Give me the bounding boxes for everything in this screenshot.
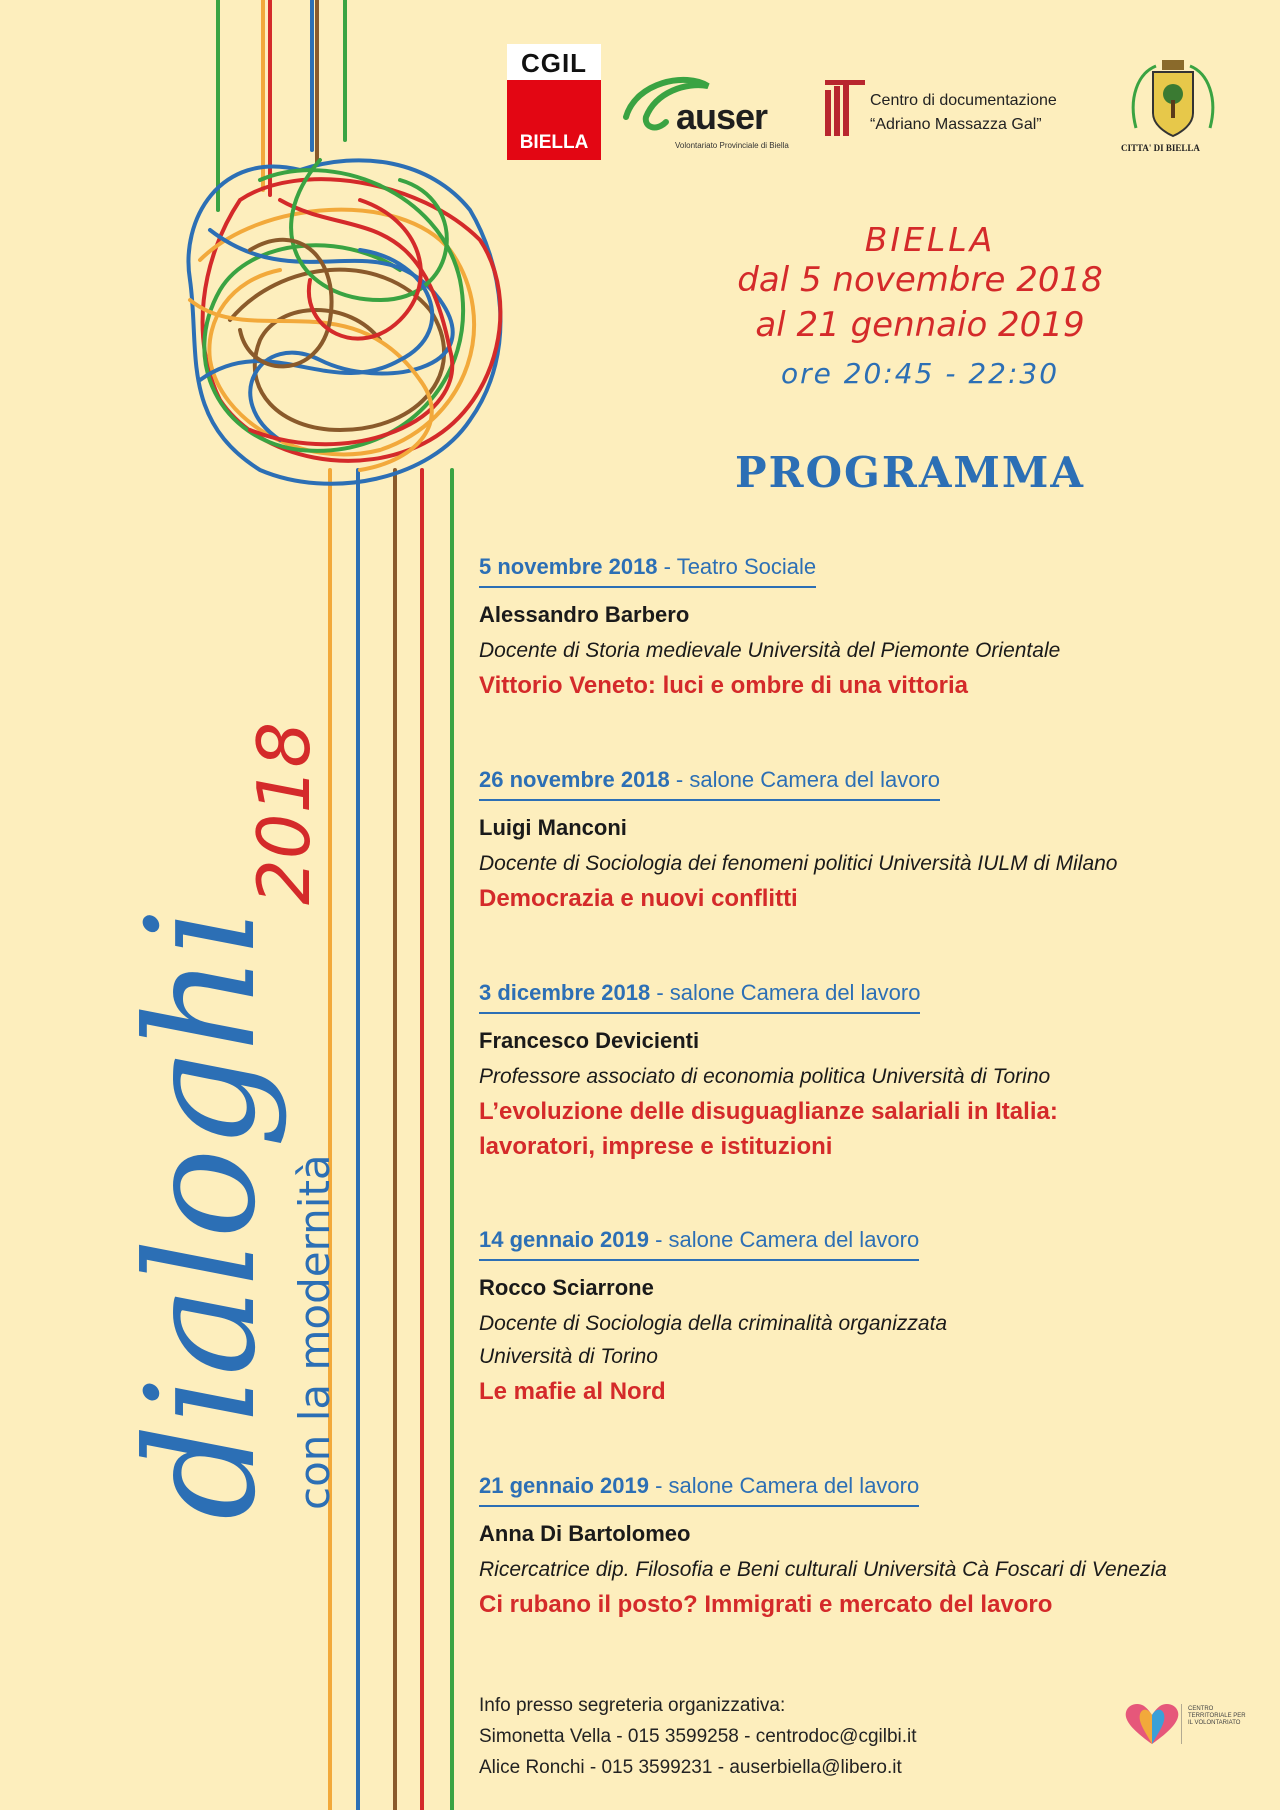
event-talk-title: Vittorio Veneto: luci e ombre di una vittoria	[479, 672, 968, 699]
event-place: - Teatro Sociale	[657, 554, 817, 579]
centro-doc-logo-icon	[825, 80, 865, 138]
event-speaker-role: Docente di Storia medievale Università del Piemonte Orientale	[479, 639, 1061, 662]
event-time: ore 20:45 - 22:30	[780, 357, 1060, 390]
cgil-logo-text: CGIL	[507, 44, 601, 80]
event-place: - salone Camera del lavoro	[648, 1227, 920, 1252]
centro-doc-name-line2: “Adriano Massazza Gal”	[870, 116, 1042, 133]
title-subtitle: con la modernità	[290, 1154, 339, 1510]
csv-heart-logo-icon	[1122, 1700, 1182, 1748]
event-place: - salone Camera del lavoro	[669, 767, 941, 792]
event-date: 21 gennaio 2019	[479, 1473, 649, 1498]
auser-logo-name: auser	[676, 96, 768, 137]
event-date: 3 dicembre 2018	[479, 980, 651, 1005]
csv-label: CENTRO TERRITORIALE PER IL VOLONTARIATO	[1188, 1706, 1246, 1726]
event-header	[479, 980, 920, 1014]
title-main: dialoghi	[115, 907, 289, 1520]
event-place: - salone Camera del lavoro	[650, 980, 921, 1005]
event-item	[479, 980, 1249, 1163]
title-year: 2018	[242, 721, 326, 905]
event-place: - salone Camera del lavoro	[648, 1473, 920, 1498]
event-talk-title: Democrazia e nuovi conflitti	[479, 885, 798, 912]
event-city: BIELLA	[864, 220, 996, 259]
event-talk-title: Ci rubano il posto? Immigrati e mercato del lavoro	[479, 1591, 1053, 1618]
event-item	[479, 1473, 1249, 1621]
centro-doc-name-line1: Centro di documentazione	[870, 92, 1057, 109]
event-speaker: Francesco Devicienti	[479, 1028, 700, 1053]
event-item	[479, 1227, 1249, 1408]
contact-info-line: Alice Ronchi - 015 3599231 - auserbiella@libero.it	[479, 1757, 902, 1778]
city-label: CITTA' DI BIELLA	[1121, 143, 1200, 153]
program-heading: PROGRAMMA	[734, 448, 1085, 497]
event-speaker-role: Professore associato di economia politica Università di Torino	[479, 1065, 1051, 1088]
event-header	[479, 767, 940, 801]
event-speaker: Rocco Sciarrone	[479, 1275, 654, 1300]
event-speaker-role-line2: Università di Torino	[479, 1345, 658, 1368]
event-speaker: Luigi Manconi	[479, 815, 627, 840]
event-talk-title: Le mafie al Nord	[479, 1378, 666, 1405]
event-speaker-role: Docente di Sociologia della criminalità organizzata	[479, 1312, 948, 1335]
city-coat-of-arms-icon	[1128, 58, 1218, 144]
event-header	[479, 554, 816, 588]
event-date: 14 gennaio 2019	[479, 1227, 649, 1252]
event-date: 26 novembre 2018	[479, 767, 670, 792]
event-dates-line2: al 21 gennaio 2019	[755, 305, 1085, 345]
cgil-logo	[507, 44, 601, 160]
event-speaker-role: Ricercatrice dip. Filosofia e Beni culturali Università Cà Foscari di Venezia	[479, 1558, 1167, 1581]
event-speaker: Alessandro Barbero	[479, 602, 690, 627]
event-date: 5 novembre 2018	[479, 554, 658, 579]
contact-info-heading: Info presso segreteria organizzativa:	[479, 1695, 786, 1716]
event-header	[479, 1473, 919, 1507]
contact-info-line: Simonetta Vella - 015 3599258 - centrodoc@cgilbi.it	[479, 1726, 917, 1747]
event-item	[479, 554, 1249, 702]
event-header	[479, 1227, 919, 1261]
auser-logo-subtitle: Volontariato Provinciale di Biella	[675, 141, 789, 150]
contact-info	[479, 1690, 917, 1783]
event-item	[479, 767, 1249, 915]
event-talk-title-line2: lavoratori, imprese e istituzioni	[479, 1133, 833, 1160]
event-speaker: Anna Di Bartolomeo	[479, 1521, 691, 1546]
event-talk-title: L’evoluzione delle disuguaglianze salariali in Italia:	[479, 1098, 1058, 1125]
event-dates-line1: dal 5 novembre 2018	[737, 260, 1103, 300]
cgil-logo-biella: BIELLA	[519, 132, 589, 153]
event-speaker-role: Docente di Sociologia dei fenomeni politici Università IULM di Milano	[479, 852, 1118, 875]
